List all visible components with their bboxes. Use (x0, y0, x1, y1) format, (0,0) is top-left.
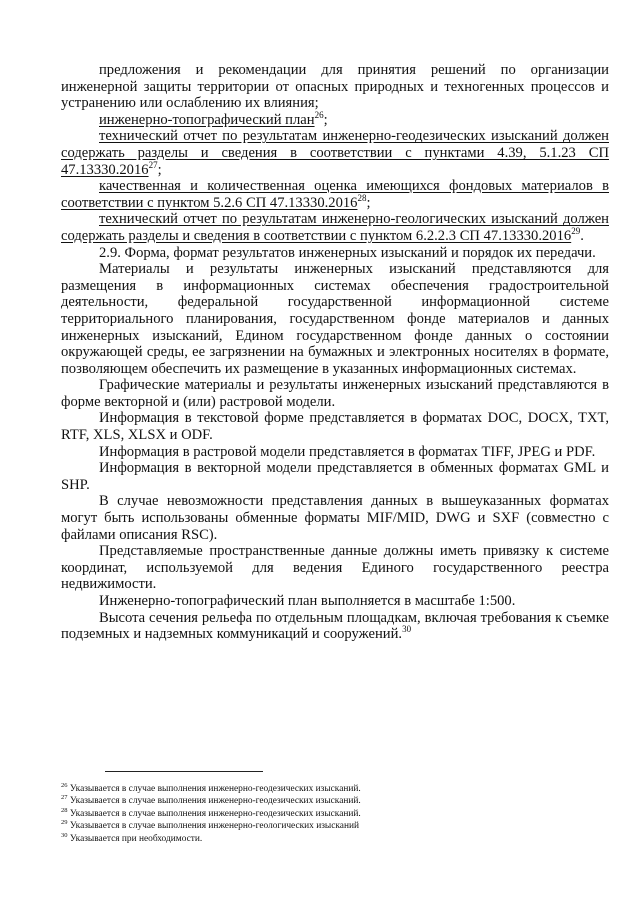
footnote-ref[interactable]: 30 (402, 624, 412, 635)
list-item-text: технический отчет по результатам инженерно-геологических изысканий должен содержать разделы и сведения в соответствии с пунктом 6.2.2.3 СП 47.13330.2016 (61, 211, 609, 244)
footnote: $^{28}$ Указывается в случае выполнения инженерно-геодезических изысканий. (61, 806, 361, 819)
list-item-topo-plan: инженерно-топографический план$^{26}$; (99, 109, 328, 128)
list-item-text: инженерно-топографический план (99, 111, 315, 128)
paragraph-scale: Инженерно-топографический план выполняется в масштабе 1:500. (99, 593, 516, 609)
footnote: $^{26}$ Указывается в случае выполнения инженерно-геодезических изысканий. (61, 781, 361, 794)
footnote-ref[interactable]: 29 (571, 226, 581, 237)
footnote-separator (105, 771, 263, 772)
list-item-geodetic-report: технический отчет по результатам инженерно-геодезических изысканий должен содержать разделы и сведения в соответствии с пунктами 4.39, 5.1.23 СП 47.13330.2016$^{27}$; (61, 128, 609, 178)
list-item-fund-materials: качественная и количественная оценка имеющихся фондовых материалов в соответствии с пунктом 5.2.6 СП 47.13330.2016$^{28}$; (61, 178, 609, 211)
paragraph-coordinates: Представляемые пространственные данные должны иметь привязку к системе координат, используемой для ведения Единого государственного реестра недвижимости. (61, 543, 609, 593)
paragraph-exchange-formats: В случае невозможности представления данных в вышеуказанных форматах могут быть использованы обменные форматы MIF/MID, DWG и SXF (совместно с файлами описания RSC). (61, 493, 609, 543)
footnote-ref[interactable]: 27 (148, 159, 158, 170)
footnote-ref[interactable]: 26 (314, 109, 324, 120)
paragraph-text-formats: Информация в текстовой форме представляется в форматах DOC, DOCX, TXT, RTF, XLS, XLSX и ODF. (61, 410, 609, 444)
footnote: $^{29}$ Указывается в случае выполнения инженерно-геологических изысканий (61, 819, 360, 832)
paragraph-proposals: предложения и рекомендации для принятия решений по организации инженерной защиты территории от опасных природных и техногенных процессов и устранению или ослаблению их влияния; (61, 62, 609, 112)
footnote-ref[interactable]: 28 (357, 192, 367, 203)
paragraph-relief: Высота сечения рельефа по отдельным площадкам, включая требования к съемке подземных и надземных коммуникаций и сооружений.$^{30}$ (61, 609, 609, 643)
footnote: $^{30}$ Указывается при необходимости. (61, 831, 203, 844)
footnotes (61, 783, 581, 845)
paragraph-raster-formats: Информация в растровой модели представляется в форматах TIFF, JPEG и PDF. (99, 443, 596, 460)
document-body (61, 62, 609, 643)
list-item-text: качественная и количественная оценка имеющихся фондовых материалов в соответствии с пунктом 5.2.6 СП 47.13330.2016 (61, 178, 609, 211)
section-heading: 2.9. Форма, формат результатов инженерных изысканий и порядок их передачи. (99, 244, 596, 261)
paragraph-materials: Материалы и результаты инженерных изысканий представляются для размещения в информационных системах обеспечения градостроительной деятельности, федеральной государственной информационной системе территориального планирования, государственном фонде материалов и данных инженерных изысканий, Едином государственном фонде данных о состоянии окружающей среды, ее загрязнении на бумажных и электронных носителях в формате, позволяющем обеспечить их размещение в указанных информационных системах. (61, 261, 609, 377)
footnote: $^{27}$ Указывается в случае выполнения инженерно-геодезических изысканий. (61, 794, 361, 807)
paragraph-vector-formats: Информация в векторной модели представляется в обменных форматах GML и SHP. (61, 460, 609, 493)
paragraph-graphic-materials: Графические материалы и результаты инженерных изысканий представляются в форме векторной и (или) растровой модели. (61, 377, 609, 410)
list-item-text: технический отчет по результатам инженерно-геодезических изысканий должен содержать разделы и сведения в соответствии с пунктами 4.39, 5.1.23 СП 47.13330.2016 (61, 128, 609, 178)
list-item-geological-report: технический отчет по результатам инженерно-геологических изысканий должен содержать разделы и сведения в соответствии с пунктом 6.2.2.3 СП 47.13330.2016$^{29}$. (61, 211, 609, 244)
